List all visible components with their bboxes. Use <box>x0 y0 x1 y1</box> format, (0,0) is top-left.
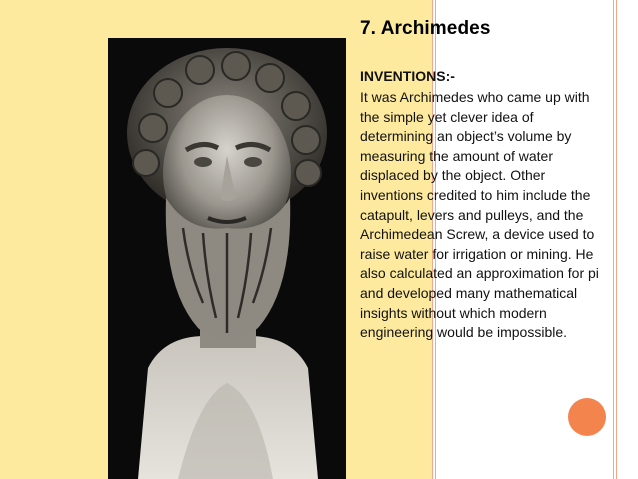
divider-line-4 <box>616 0 617 479</box>
text-column <box>360 18 610 343</box>
bust-portrait-icon <box>108 38 346 479</box>
slide-title: 7. Archimedes <box>360 18 491 39</box>
accent-orb <box>568 398 606 436</box>
inventions-body: It was Archimedes who came up with the simple yet clever idea of determining an object’s volume by measuring the amount of water displaced by the object. Other inventions credited to him include the catapult, levers and pulleys, and the Archimedean Screw, a device used to raise water for irrigation or mining. He also calculated an approximation for pi and developed many mathematical insights without which modern engineering would be impossible. <box>360 89 599 341</box>
inventions-heading: INVENTIONS:- <box>360 68 455 84</box>
divider-line-3 <box>613 0 614 479</box>
